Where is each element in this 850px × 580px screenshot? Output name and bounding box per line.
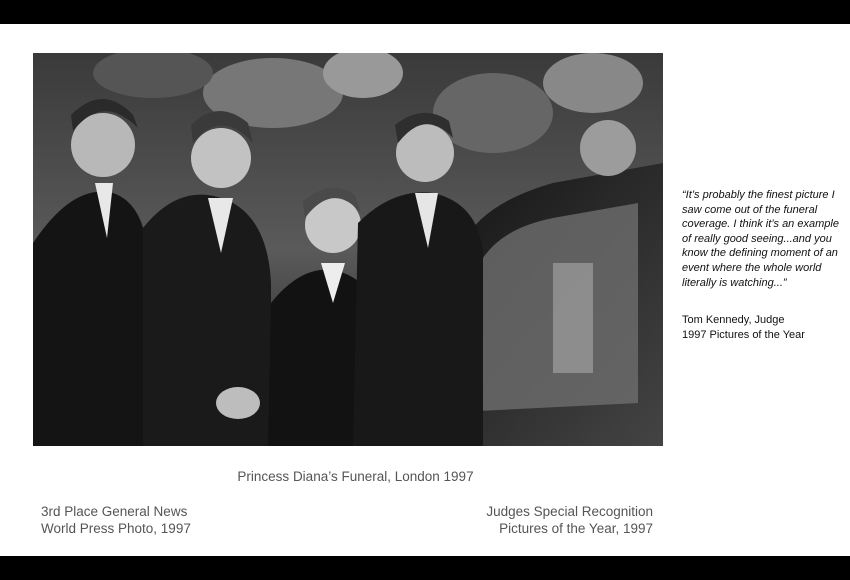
photo-caption: Princess Diana’s Funeral, London 1997 [237, 469, 474, 484]
judge-credit [682, 313, 848, 342]
funeral-photograph [33, 53, 663, 446]
top-black-bar [0, 0, 850, 24]
award-left-line2: World Press Photo, 1997 [41, 521, 191, 536]
judge-organization: 1997 Pictures of the Year [682, 328, 805, 341]
award-world-press [41, 503, 191, 537]
award-left-line1: 3rd Place General News [41, 504, 188, 519]
award-pictures-of-year [420, 503, 653, 537]
award-right-line1: Judges Special Recognition [486, 504, 653, 519]
judge-name: Tom Kennedy, Judge [682, 314, 785, 326]
judge-quote: “It’s probably the finest picture I saw come out of the funeral coverage. I think it’s an example of really good seeing...and you know the defining moment of an event where the whole world literally is watching...” [682, 189, 839, 289]
award-right-line2: Pictures of the Year, 1997 [499, 521, 653, 536]
bottom-black-bar [0, 556, 850, 580]
